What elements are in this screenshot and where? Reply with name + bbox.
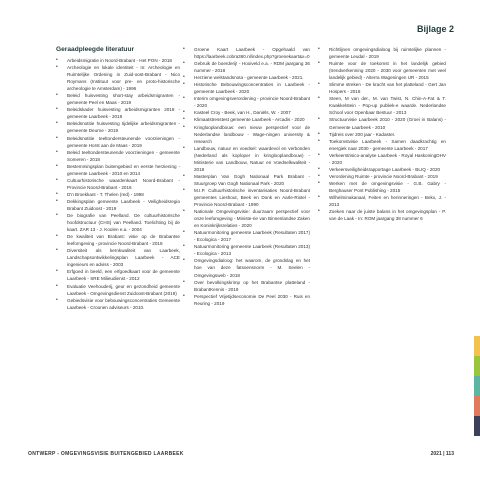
footer-document-title: ONTWERP - OMGEVINGSVISIE BUITENGEBIED LAARBEEK	[28, 451, 184, 457]
literature-item: • Herziene welstandsnota - gemeente Laarbeek - 2021.	[183, 74, 310, 81]
literature-item: • Gebiedsvisie voor bebouwingsconcentraties Gemeente Laarbeek - Croonen adviseurs - 2010.	[56, 297, 180, 311]
literature-column-3	[318, 46, 446, 222]
color-bar-segment	[474, 396, 480, 416]
literature-item: • Werken met de omgevingsvisie - G.B. Gabry - Berghauser Pont Publishing - 2015	[318, 180, 446, 194]
literature-item: • Nationale Omgevingsvisie: duurzaam perspectief voor onze leefomgeving - Ministe-rie van Binnenlandse Zaken en Koninkrijksrelaties - 2020	[183, 208, 310, 229]
literature-item: • Kasteel Croy - Beek, van H., Daniëls, W. - 2007	[183, 109, 310, 116]
literature-item: • M.I.P. Cultuurhistorische inventarisaties Noord-Brabant gemeentes Lieshout, Beek en Donk en Aarle-Rixtel - Provincie Noord-Brabant - 1990	[183, 187, 310, 208]
literature-item: • Verordening Ruimte - provincie Noord-Brabant - 2019	[318, 173, 446, 180]
literature-item: • Natuurmonitoring gemeente Laarbeek (Resultaten 2013) - Ecologica - 2013	[183, 243, 310, 257]
literature-item: • Historische Bebouwingsconcentraties in Laarbeek - gemeente Laarbeek - 2020	[183, 81, 310, 95]
color-bar-segment	[474, 416, 480, 436]
literature-item: • Omgevingsdialoog: het waarom, de grondslag en het hoe van deze fatsoensnorm - M. Seelen - Omgevingsweb - 2018	[183, 257, 310, 278]
page-title: Bijlage 2	[416, 24, 454, 34]
literature-item: • Verkeerstrisico-analyse Laarbeek - Royal HaskoningDHV - 2020	[318, 152, 446, 166]
literature-item: • Gebruik de boerderij! - Hooiveld e.a. - RDM jaargang 36 nummer - 2018	[183, 60, 310, 74]
color-bar-segment	[474, 376, 480, 396]
literature-item: • Toekomstvisie Laarbeek - Samen daadkrachtig en energiek naar 2030 - gemeente Laarbeek - 2017	[318, 138, 446, 152]
literature-item: • Beleid huisvesting short-stay arbeidsmigranten - gemeente Peel en Maas - 2019	[56, 92, 180, 106]
literature-item: • Diversiteit als kernkwaliteit van Laarbeek, Landschapsontwikkelingsplan Laarbeek - ACE ingenieurs en adviss - 2003	[56, 247, 180, 268]
literature-item: • Dekkingsplan gemeente Laarbeek - Veiligheidsregio Brabant Zuidoost - 2019	[56, 198, 180, 212]
literature-item: • Erfgoed in beeld, een erfgoedkaart voor de gemeente Laarbeek - SRE Milieudienst - 2012	[56, 268, 180, 282]
literature-item: • Zoeken naar de juiste balans in het omgevingsplan - P. van de Laak - In: ROM jaargang 38 nummer 6	[318, 208, 446, 222]
literature-list-1	[56, 57, 180, 311]
literature-item: • Perspectief Vrijetijdseconomie De Peel 2030 - Ruis en Reuring - 2019	[183, 293, 310, 307]
literature-item: • Natuurmonitoring gemeente Laarbeek (Resultaten 2017) - Ecologica - 2017	[183, 229, 310, 243]
literature-item: • Groene Kaart Laarbeek - Opgehaald van https://laarbeek.cobra360.nl/index.php?groenekaart&x=0	[183, 46, 310, 60]
literature-item: • Kringlooplandbouw: een nieuw perspectief voor de Nederlandse landbouw - Wage-ningen university & research	[183, 124, 310, 145]
literature-list-2	[183, 46, 310, 307]
literature-item: • Beleid teeltondersteunende voorzieningen - gemeente Someren - 2018	[56, 149, 180, 163]
literature-item: • Richtlijnen omgevingsdialoog bij ruimtelijke plannen - gemeente Leudal - 2019	[318, 46, 446, 60]
literature-item: • Over bevolkingskrimp op het Brabantse platteland - BrabantKennis - 2019	[183, 279, 310, 293]
literature-item: • D'n Broekkant - T. Thelen (red) - 1998	[56, 191, 180, 198]
literature-item: • Tijdreis over 200 jaar - Kadaster.	[318, 131, 446, 138]
literature-item: • Klimaatstresstest gemeente Laarbeek - Arcadis - 2020	[183, 116, 310, 123]
literature-item: • Cultuurhistorische waardenkaart Noord-Brabant - Provincie Noord-Brabant - 2016	[56, 177, 180, 191]
literature-item: • Beleidsnotitie teeltondersteunende voorzieningen - gemeente Horst aan de Maas - 2019	[56, 135, 180, 149]
color-bar-segment	[474, 336, 480, 356]
literature-item: • Interim omgevingsverordening - provincie Noord-Brabant - 2020	[183, 95, 310, 109]
literature-list-3	[318, 46, 446, 222]
literature-item: • Masterplan Van Gogh Nationaal Park Brabant - Stuurgroep Van Gogh Nationaal Park - 2020	[183, 173, 310, 187]
literature-item: • Wilhelminakanaal, Feiten en herinneringen - Bekx, J. - 2013	[318, 194, 446, 208]
literature-item: • Landbouw, natuur en voedsel: waardevol en verbonden (Nederland als koploper in kringlooplandbouw) - Ministerie van Landbouw, Natuur en Voedselkwaliteit - 2018	[183, 145, 310, 173]
section-title: Geraadpleegde literatuur	[56, 46, 135, 53]
literature-item: • Bestemmingsplan buitengebied en eerste herziening - gemeente Laarbeek - 2010 en 2014	[56, 163, 180, 177]
literature-item: • Structuurvisie Laarbeek 2010 - 2020 (Groei in Balans) - Gemeente Laarbeek - 2010	[318, 116, 446, 130]
literature-item: • Ruimte voor de toekomst in het landelijk gebied (trendverkenning 2020 - 2030 voor gemeenten met veel landelijk gebied) - Alterra Wageningen UR - 2015	[318, 60, 446, 81]
literature-item: • De biografie van Peelland. De cultuurhistorische hoofdstructuur (CHS) van Peelland. Toelichting bij de kaart. ZAR 13 - J. Koolen e.a. - 2004	[56, 212, 180, 233]
literature-item: • Beleidskader huisvesting arbeidsmigranten 2018 - gemeente Laarbeek - 2018	[56, 106, 180, 120]
literature-item: • Arbeidsmigratie in Noord-Brabant - Het PON - 2018	[56, 57, 180, 64]
literature-item: • Verkeersveiligheidsrapportage Laarbeek - BLIQ - 2020	[318, 166, 446, 173]
literature-item: • Archeologie en lokale identiteit - In: Archeologie en Ruimtelijke Ordening in Zuid-oost-Brabant - Nico Roymans (Instituut voor pre- en proto-historische archeologie te Amsterdam) - 1996	[56, 64, 180, 92]
literature-column-1	[56, 57, 180, 311]
decorative-color-bar	[474, 336, 480, 436]
literature-item: • Slimme streken - De kracht van het platteland - Gert Jan Hospers - 2018	[318, 81, 446, 95]
literature-item: • Beleidsnotitie huisvesting tijdelijke arbeidsmigranten - gemeente Deurne - 2019	[56, 120, 180, 134]
color-bar-segment	[474, 356, 480, 376]
footer-page-number: 2021 | 113	[430, 451, 454, 457]
literature-item: • Steen, M van der., M. van Twist, N. Chin-A-Fat & T. Kwakkelstein - Pop-up publiek-e waarde. Nederlandse School voor Openbaar Bestuur - 2013	[318, 95, 446, 116]
literature-item: • De kwaliteit van Brabant: visie op de Brabantse leefomgeving - provincie Noord-Brabant - 2018	[56, 233, 180, 247]
literature-item: • Evaluatie Veehouderij, geur en gezondheid gemeente Laarbeek - Omgevingsdienst Zuidoost-Brabant (2019)	[56, 283, 180, 297]
literature-column-2	[183, 46, 310, 307]
